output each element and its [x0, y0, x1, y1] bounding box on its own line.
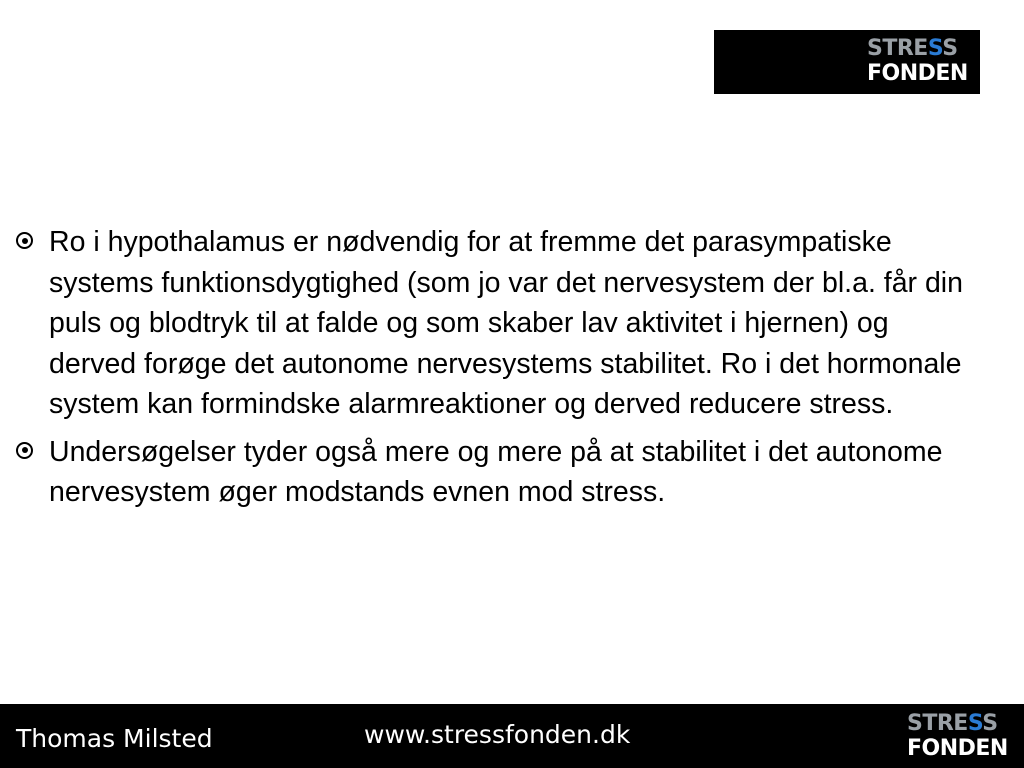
logo-line-1-prefix: STRE [867, 36, 928, 61]
footer-logo-wordmark [907, 713, 1008, 760]
footer-url-link[interactable]: www.stressfonden.dk [364, 720, 631, 749]
footer-author: Thomas Milsted [16, 724, 213, 753]
bullet-list [16, 222, 976, 520]
footer-logo-line-1 [907, 713, 1008, 735]
footer-logo-accent-letter: S [967, 711, 983, 736]
footer-stressfonden-logo [907, 712, 1017, 764]
stressfonden-logo [714, 30, 980, 94]
logo-accent-letter: S [927, 36, 943, 61]
footer-logo-line-2: FONDEN [907, 736, 1008, 761]
bullet-text: Ro i hypothalamus er nødvendig for at fremme det parasympatiske systems funktionsdygtighed (som jo var det nervesystem der bl.a. får din puls og blodtryk til at falde og som skaber lav aktivitet i hjernen) og derved forøge det autonome nervesystems stabilitet. Ro i det hormonale system kan formindske alarmreaktioner og derved reducere stress. [49, 226, 963, 420]
logo-line-1 [867, 38, 968, 60]
logo-wordmark [867, 38, 968, 85]
footer-logo-line-1-suffix: S [982, 711, 998, 736]
bullet-text: Undersøgelser tyder også mere og mere på at stabilitet i det autonome nervesystem øger modstands evnen mod stress. [49, 435, 943, 508]
bullet-item [16, 222, 976, 425]
bullet-item [16, 432, 976, 513]
footer-bar [0, 704, 1024, 768]
logo-line-2: FONDEN [867, 61, 968, 86]
footer-logo-line-1-prefix: STRE [907, 711, 968, 736]
circle-dot-bullet-icon [16, 232, 33, 249]
logo-line-1-suffix: S [942, 36, 958, 61]
circle-dot-bullet-icon [16, 442, 33, 459]
